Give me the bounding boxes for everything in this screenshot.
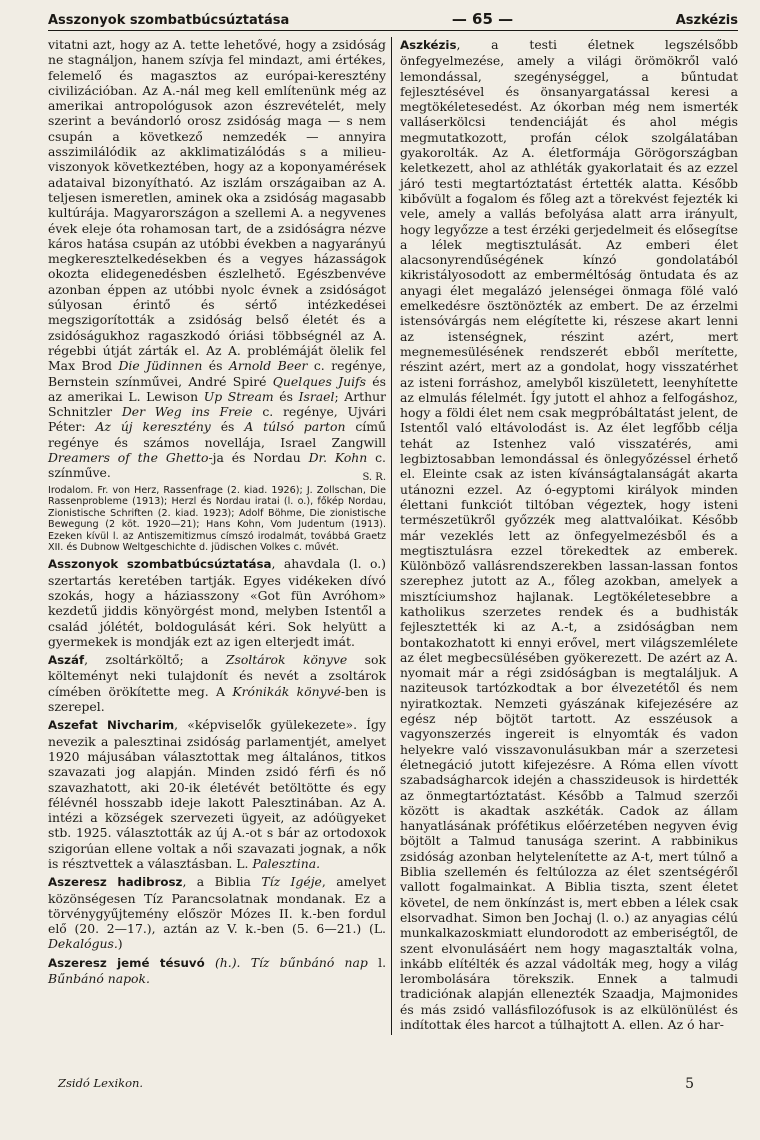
entry-aszeresz-jeme-tesuvo: Aszeresz jemé tésuvó (h.). Tíz bűnbánó nap l. Bűnbánó napok.	[48, 954, 387, 987]
running-header	[48, 10, 738, 31]
page-number: — 65 —	[451, 10, 514, 28]
right-column	[400, 37, 738, 1035]
author-signature: S. R.	[362, 471, 386, 483]
signature-mark: 5	[685, 1076, 694, 1092]
footer-publication: Zsidó Lexikon.	[58, 1076, 144, 1090]
entry-asszimilacio-continued: vitatni azt, hogy az A. tette lehetővé, hogy a zsidóság ne stagnáljon, hanem szívja fel mindazt, ami értékes, felemelő és magasztos az európai-keresztény civilizációban. Az A.-nál meg kell említenünk még az amerikai antropológusok azon észrevételét, mely szerint a bevándorló orosz zsidóság maga — s nem csupán a következő nemzedék — annyira asszimilálódik az akklimatizálódás s a milieu-viszonyok következtében, hogy az a koponyamérések adataival bizonyítható. Az iszlám országaiban az A. teljesen ismeretlen, aminek oka a zsidóság magasabb kultúrája. Magyarországon a szellemi A. a negyvenes évek eleje óta rohamosan tart, de a zsidóságra nézve káros hatása csupán az utóbbi években a nagyarányú megkeresztelkedésekben és a vegyes házasságok okozta elidegenedésben észlelhető. Egészbenvéve azonban éppen az utóbbi nyolc évnek a zsidóságot súlyosan érintő és sértő intézkedései megszigorították a zsidóság belső életét és a zsidóságukhoz ragaszkodó óriási többségnél az A. régebbi útját zárták el. Az A. problémáját ölelik fel Max Brod Die Jüdinnen és Arnold Beer c. regénye, Bernstein színművei, André Spiré Quelques Juifs és az amerikai L. Lewison Up Stream és Israel; Arthur Schnitzler Der Weg ins Freie c. regénye, Ujvári Péter: Az új keresztény és A túlsó parton című regénye és számos novellája, Israel Zangwill Dreamers of the Ghetto-ja és Nordau Dr. Kohn c. színműve.	[48, 37, 387, 481]
two-column-body	[48, 37, 738, 1035]
column-divider	[391, 37, 392, 1035]
entry-asszonyok-szombatbucsuztatasa: Asszonyok szombatbúcsúztatása, ahavdala (l. o.) szertartás keretében tartják. Egyes vidékeken dívó szokás, hogy a háziasszony «Got fün Avróhom» kezdetű jiddis könyörgést mond, melyben Istentől a család jólétét, boldogulását kéri. Sok helyütt a gyermekek is mondják ezt az igen elterjedt imát.	[48, 556, 386, 649]
entry-aszkezis: Aszkézis, a testi életnek legszélsőbb önfegyelmezése, amely a világi örömökről való lemondással, szegénységgel, a bűntudat fejlesztésével és önsanyargatással keresi a megtökéletesedést. Az ókorban még nem ismerték valláserkölcsi tendenciáját és ahol mégis megmutatkozott, profán célok szolgálatában gyakorolták. Az A. életformája Görögországban keletkezett, ahol az athléták gyakorlatait és az ezzel járó testi megtartóztatást értették alatta. Később kibővült a fogalom és főleg azt a törekvést fejezték ki vele, amely a vallás befolyása alatt arra irányult, hogy legyőzze a test érzéki gerjedelmeit és elősegítse a lélek megtisztulását. Az emberi élet alacsonyrendűségének kínzó gondolatából kikristályosodott az emberméltóság öntudata és az anyagi élet megalázó jelenségei önmaga fölé való emelkedésre ösztönözték az embert. De az érzelmi istensóvárgás nem elégítette ki, részese akart lenni az istenségnek, részint azért, mert megnemesülésének rendszerét ebből merítette, részint azért, mert az a gondolat, hogy visszatérhet az isteni forráshoz, amelyből kiszületett, leenyhítette az elmulás félelmét. Így jutott el ahhoz a felfogáshoz, hogy a földi élet nem csak megpróbáltatást jelent, de Istentől való eltávolodást is. Az élet legfőbb célja tehát az Istenhez való visszatérés, ami legbiztosabban lemondással és önlegyőzéssel érhető el. Eleinte csak az isten kívánságtalanságát akarta utánozni ezzel. Az ó-egyptomi királyok minden élettani funkciót tiltóban végeztek, hogy isteni természetükről győzzék meg alattvalóikat. Később már vezeklés lett az önfegyelmezésből és a megtisztulásra ezzel törekedtek az emberek. Különböző vallásrendszerekben lassan-lassan fontos szerephez jutott az A., főleg azokban, amelyek a misztíciumshoz hajlanak. Legtökéletesebbre a katholikus szerzetes rendek és a budhisták fejlesztették ki az A.-t, a zsidóságban nem bontakozhatott ki ennyi erővel, mert világszemlélete az élet megbecsülésében gyökerezett. De azért az A. nyomait már a régi zsidóságban is megtaláljuk. A naziteusok tartózkodtak a bor élvezetétől és nem nyiratkoztak. Nemzeti gyászának kifejezésére az egész nép böjtöt tartott. Az esszéusok a vagyonszerzés ingereit is elnyomták és vadon helyekre való visszavonulásukban már a szerzetesi életnegáció jutott kifejezésre. A Róma ellen vívott szabadságharcok idején a chasszideusok is hirdették az önmegtartóztatást. Később a Talmud szerzői között is akadtak aszkéták. Cadok az állam hanyatlásának prófétikus előérzetében negyven évig böjtölt a Talmud tanusága szerint. A rabbinikus zsidóság azonban helytelenítette az A-t, mert túlnő a Biblia szellemén és feltúlozza az élet szentségéről vallott fogalmainkat. A Biblia tiszta, szent életet követel, de nem önkínzást is, mert ebben a lélek csak elsorvadhat. Simon ben Jochaj (l. o.) az anyagias célú munkalkazoskmiatt elundorodott az emberiségtől, de szent elvonulásáért nem hogy magasztalták volna, inkább elítélték és azzal vádolták meg, hogy a világ lerombolására törekszik. Ennek a talmudi tradiciónak alapján ellenezték Szaadja, Majmonides és más zsidó vallásfilozófusok is az elkülönülést és indítottak éles harcot a túlhajtott A. ellen. Az ó har-	[400, 37, 738, 1032]
header-right-title: Aszkézis	[675, 13, 738, 28]
entry-aszeresz-hadibrosz: Aszeresz hadibrosz, a Biblia Tíz Igéje, amelyet közönségesen Tíz Parancsolatnak mondanak. Ez a törvénygyűjtemény először Mózes II. k.-ben fordul elő (20. 2—17.), aztán az V. k.-ben (5. 6—21.) (L. Dekalógus.)	[48, 874, 387, 952]
entry-aszefat-nivcharim: Aszefat Nivcharim, «képviselők gyülekezete». Így nevezik a palesztinai zsidóság parlamentjét, amelyet 1920 májusában választottak meg általános, titkos szavazati jog alapján. Minden zsidó férfi és nő szavazhatott, aki 20-ik életévét betöltötte és egy félévnél hosszabb ideje lakott Palesztinában. Az A. intézi a községek szervezeti ügyeit, az adóügyeket stb. 1925. választották az új A.-ot s bár az ortodoxok szigorúan ellene voltak a női szavazati jognak, a nők is résztvettek a választásban. L. Palesztina.	[48, 717, 386, 871]
bibliography: Irodalom. Fr. von Herz, Rassenfrage (2. kiad. 1926); J. Zollschan, Die Rassenprobleme (1913); Herzl és Nordau iratai (l. o.), főkép Nordau, Zionistische Schriften (2. kiad. 1923); Adolf Böhme, Die zionistische Bewegung (2 köt. 1920—21); Hans Kohn, Vom Judentum (1913). Ezeken kívül l. az Antiszemitizmus címszó irodalmát, továbbá Graetz XII. és Dubnow Weltgeschichte d. jüdischen Volkes c. művét.	[48, 484, 386, 553]
entry-aszaf: Aszáf, zsoltárköltő; a Zsoltárok könyve sok költeményt neki tulajdonít és nevét a zsoltárok címében örökítette meg. A Krónikák könyvé-ben is szerepel.	[48, 652, 386, 715]
page-footer	[58, 1076, 694, 1092]
left-column	[48, 37, 386, 1035]
header-left-title: Asszonyok szombatbúcsúztatása	[48, 13, 290, 28]
